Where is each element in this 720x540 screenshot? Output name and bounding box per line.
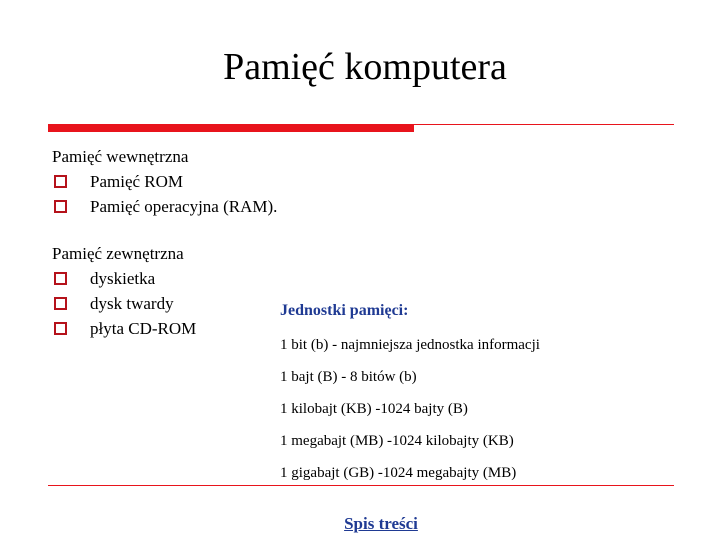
footer-divider xyxy=(48,485,674,486)
list-item: 1 bit (b) - najmniejsza jednostka informacji xyxy=(280,337,540,353)
list-item: 1 bajt (B) - 8 bitów (b) xyxy=(280,369,417,385)
internal-memory-section xyxy=(52,144,277,219)
title-underline-thick xyxy=(48,124,414,132)
list-item-label: dyskietka xyxy=(90,269,156,288)
square-bullet-icon xyxy=(54,200,67,213)
memory-units-list xyxy=(280,329,540,489)
memory-units-heading: Jednostki pamięci: xyxy=(280,302,409,319)
title-underline-thin xyxy=(414,124,674,125)
list-item xyxy=(52,194,277,219)
list-item: 1 gigabajt (GB) -1024 megabajty (MB) xyxy=(280,465,517,481)
table-of-contents-link[interactable]: Spis treści xyxy=(344,514,418,533)
square-bullet-icon xyxy=(54,272,67,285)
square-bullet-icon xyxy=(54,297,67,310)
list-item-label: płyta CD-ROM xyxy=(90,319,197,338)
square-bullet-icon xyxy=(54,322,67,335)
list-item: 1 megabajt (MB) -1024 kilobajty (KB) xyxy=(280,433,514,449)
list-item-label: dysk twardy xyxy=(90,294,174,313)
external-memory-list xyxy=(52,266,196,341)
list-item: 1 kilobajt (KB) -1024 bajty (B) xyxy=(280,401,468,417)
list-item xyxy=(52,266,196,291)
memory-units-box xyxy=(280,296,540,489)
square-bullet-icon xyxy=(54,175,67,188)
external-memory-section xyxy=(52,241,196,341)
external-memory-heading: Pamięć zewnętrzna xyxy=(52,244,184,263)
internal-memory-list xyxy=(52,169,277,219)
internal-memory-heading: Pamięć wewnętrzna xyxy=(52,147,189,166)
list-item xyxy=(52,316,196,341)
list-item xyxy=(52,169,277,194)
list-item-label: Pamięć operacyjna (RAM). xyxy=(90,197,278,216)
slide-title: Pamięć komputera xyxy=(223,46,507,88)
list-item-label: Pamięć ROM xyxy=(90,172,184,191)
list-item xyxy=(52,291,196,316)
